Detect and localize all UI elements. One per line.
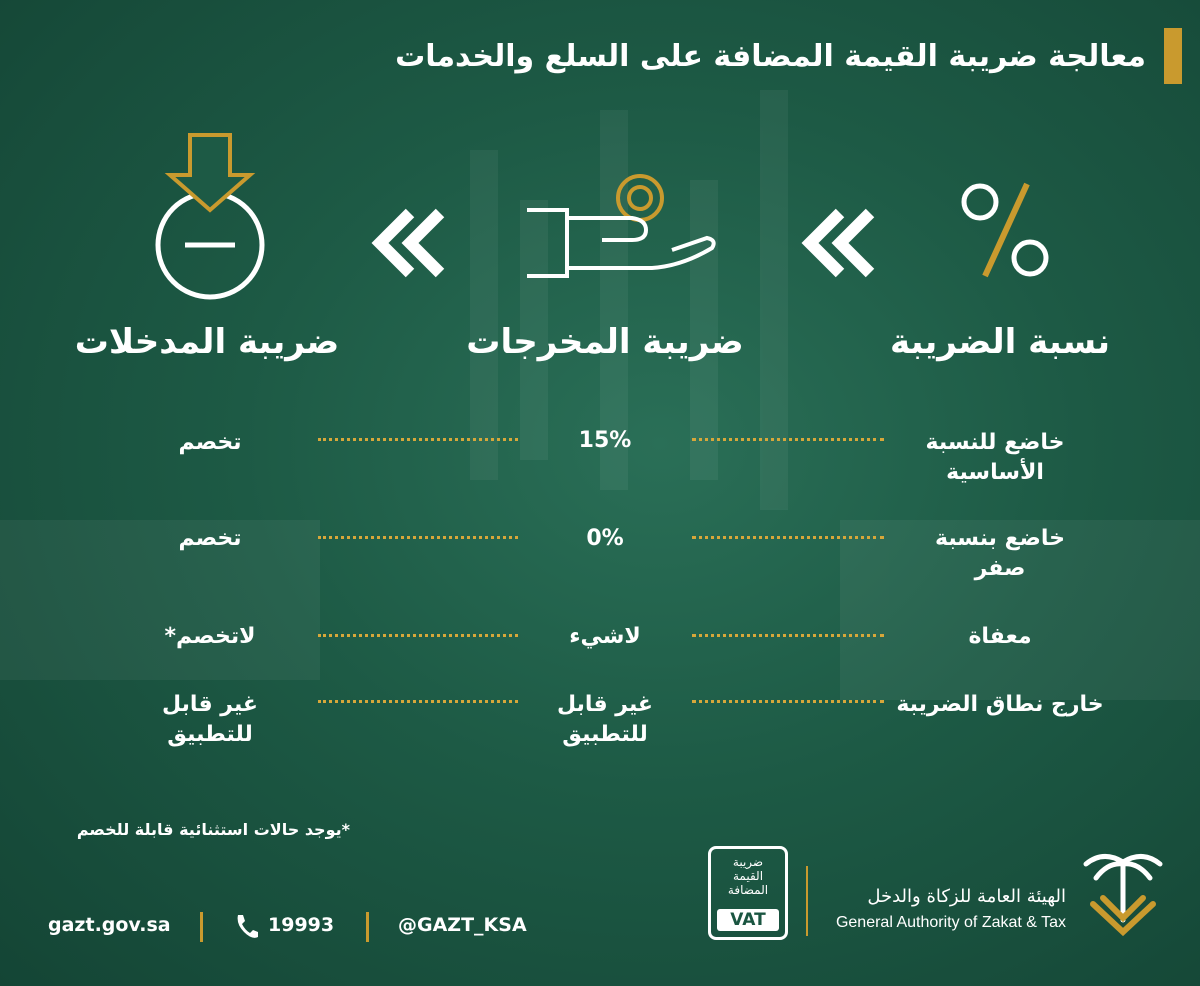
row3-rate: معفاة xyxy=(968,624,1032,649)
heading-tax-rate: نسبة الضريبة xyxy=(889,322,1111,362)
page-title: معالجة ضريبة القيمة المضافة على السلع والخدمات xyxy=(395,38,1146,74)
heading-output-tax: ضريبة المخرجات xyxy=(466,322,744,362)
title-bar xyxy=(395,28,1182,84)
vat-badge xyxy=(708,846,788,940)
chevron-double-left-icon-2 xyxy=(370,205,450,285)
dotted-leader xyxy=(318,700,518,703)
dotted-leader xyxy=(692,634,884,637)
footnote: *يوجد حالات استثنائية قابلة للخصم xyxy=(76,820,350,839)
row1-input: تخصم xyxy=(178,430,242,455)
percent-icon xyxy=(955,180,1055,280)
dotted-leader xyxy=(692,536,884,539)
dotted-leader xyxy=(318,438,518,441)
heading-input-tax: ضريبة المدخلات xyxy=(74,322,340,362)
footnote-wrap xyxy=(50,820,350,846)
row1-rate: خاضع للنسبة الأساسية xyxy=(925,430,1065,485)
dotted-leader xyxy=(692,700,884,703)
row2-output: 0% xyxy=(586,526,624,551)
vat-badge-line1: ضريبة xyxy=(732,855,764,869)
hand-coin-icon xyxy=(522,168,722,288)
row2-rate: خاضع بنسبة صفر xyxy=(934,526,1065,581)
vat-badge-tag: VAT xyxy=(717,909,779,931)
vat-badge-line3: المضافة xyxy=(727,883,769,897)
org-name-english: General Authority of Zakat & Tax xyxy=(835,914,1066,931)
vat-badge-line2: القيمة xyxy=(732,869,764,883)
twitter-handle[interactable]: @GAZT_KSA xyxy=(398,914,527,936)
row4-rate: خارج نطاق الضريبة xyxy=(896,692,1104,717)
phone-number[interactable]: 19993 xyxy=(268,914,335,936)
minus-circle-down-arrow-icon xyxy=(150,130,270,305)
row3-output: لاشيء xyxy=(569,624,641,649)
logo-separator xyxy=(806,866,808,936)
website-link[interactable]: gazt.gov.sa xyxy=(48,914,171,936)
dotted-leader xyxy=(318,536,518,539)
dotted-leader xyxy=(692,438,884,441)
org-name-arabic: الهيئة العامة للزكاة والدخل xyxy=(867,886,1066,907)
row1-output: 15% xyxy=(578,428,632,453)
palm-logo-icon xyxy=(1078,842,1168,942)
phone-icon xyxy=(232,912,258,940)
row4-input: غير قابل للتطبيق xyxy=(162,692,258,747)
row2-input: تخصم xyxy=(178,526,242,551)
row4-output: غير قابل للتطبيق xyxy=(557,692,653,747)
dotted-leader xyxy=(318,634,518,637)
row3-input: لاتخصم* xyxy=(164,624,256,649)
chevron-double-left-icon xyxy=(800,205,880,285)
footer-separator xyxy=(366,912,369,942)
footer-separator xyxy=(200,912,203,942)
title-accent-bar xyxy=(1164,28,1182,84)
